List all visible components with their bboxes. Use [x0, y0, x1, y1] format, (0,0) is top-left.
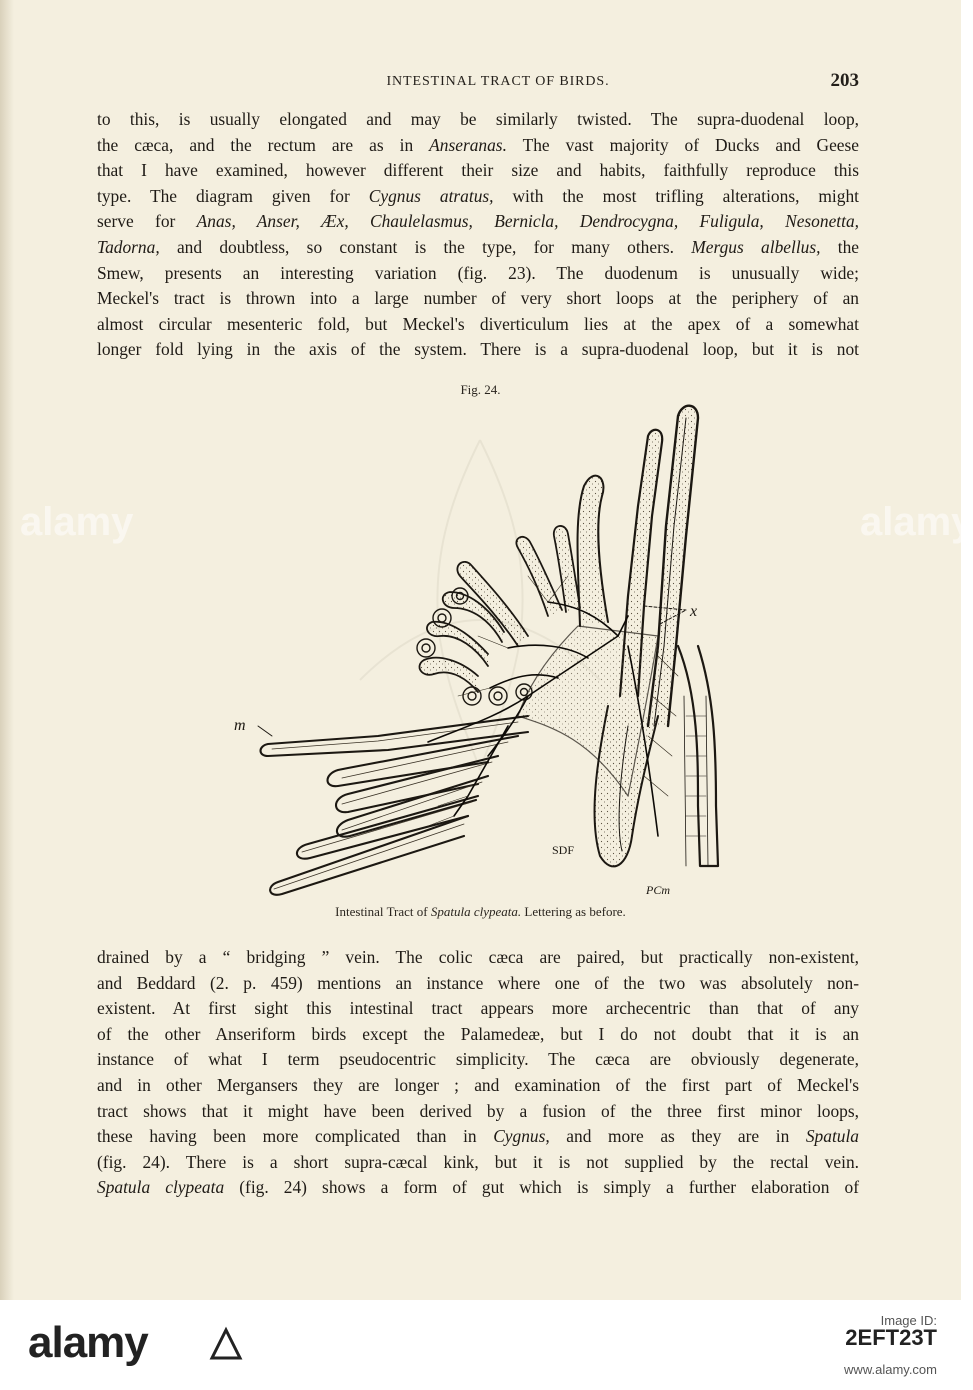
text-line — [97, 312, 859, 338]
text-run: Meckel's tract is thrown into a large number of very short loops at the periphery of an — [97, 288, 859, 309]
text-run: tract shows that it might have been derived by a fusion of the three first minor loops, — [97, 1100, 859, 1121]
text-run: drained by a “ bridging ” vein. The colic cæca are paired, but practically non-existent, — [97, 947, 859, 967]
label-artist-initials: PCm — [646, 883, 670, 897]
italic-run: Tadorna, — [97, 236, 160, 257]
running-head — [97, 68, 859, 94]
text-line — [97, 971, 859, 997]
text-line — [97, 996, 859, 1022]
text-line — [97, 209, 859, 235]
text-line — [97, 184, 859, 210]
supra-duodenal-fold — [578, 476, 609, 626]
text-run: these having been more complicated than in — [97, 1126, 494, 1147]
watermark-text-left: alamy — [20, 500, 134, 544]
text-line — [97, 1073, 859, 1099]
text-run: the — [820, 236, 859, 257]
watermark-text-right: alamy — [860, 500, 973, 544]
text-run: instance of what I term pseudocentric simplicity. The cæca are obviously degenerate, — [97, 1049, 859, 1070]
text-run: (fig. 24). There is a short supra-cæcal kink, but it is not supplied by the rectal vein. — [97, 1151, 859, 1172]
text-line — [97, 1099, 859, 1125]
text-run: type. The diagram given for — [97, 185, 369, 206]
paragraph-top — [97, 107, 859, 363]
supra-duodenal-loop — [595, 706, 658, 866]
intestinal-tract-illustration — [228, 396, 740, 904]
label-x: x — [690, 603, 698, 620]
brand-logo-text: alamy — [28, 1318, 148, 1367]
running-title: INTESTINAL TRACT OF BIRDS. — [386, 74, 610, 89]
page-gutter-shadow — [0, 0, 14, 1300]
brand-logo-icon — [206, 1324, 246, 1364]
paragraph-bottom — [97, 945, 859, 1201]
caption-text: Lettering as before. — [521, 904, 626, 919]
text-run: and in other Mergansers they are longer ; and examination of the first part of Meckel's — [97, 1074, 859, 1095]
text-run: Smew, presents an interesting variation (fig. 23). The duodenum is unusually wide; — [97, 262, 859, 283]
text-run: and more as they are in — [549, 1126, 806, 1147]
image-id-value: 2EFT23T — [845, 1325, 937, 1350]
text-line — [97, 158, 859, 184]
text-line — [97, 337, 859, 363]
caption-species: Spatula clypeata. — [430, 904, 522, 919]
text-line — [97, 1150, 859, 1176]
figure-caption — [0, 904, 961, 920]
text-run: longer fold lying in the axis of the system. There is a supra-duodenal loop, but it is not — [97, 339, 859, 360]
image-id-block — [845, 1312, 937, 1350]
italic-run: Anseranas. — [429, 134, 507, 155]
text-run: of the other Anseriform birds except the Palamedeæ, but I do not doubt that it is an — [97, 1023, 859, 1044]
italic-run: Mergus albellus, — [691, 236, 821, 257]
stock-site-url[interactable]: www.alamy.com — [844, 1362, 937, 1377]
text-line — [97, 235, 859, 261]
text-run: almost circular mesenteric fold, but Meckel's diverticulum lies at the apex of a somewhat — [97, 313, 859, 334]
text-run: with the most trifling alterations, might — [493, 185, 859, 206]
page-number: 203 — [830, 70, 859, 91]
text-run: that I have examined, however different their size and habits, faithfully reproduce this — [97, 160, 859, 181]
text-run: the cæca, and the rectum are as in — [97, 134, 430, 155]
italic-run: Cygnus atratus, — [368, 185, 494, 206]
text-line — [97, 133, 859, 159]
text-line — [97, 1047, 859, 1073]
text-run: existent. At first sight this intestinal tract appears more archecentric than that of any — [97, 998, 859, 1019]
text-line — [97, 261, 859, 287]
text-line — [97, 286, 859, 312]
figure-label: Fig. 24. — [460, 382, 501, 397]
text-run: and doubtless, so constant is the type, for many others. — [159, 236, 692, 257]
text-run: and Beddard (2. p. 459) mentions an instance where one of the two was absolutely non- — [97, 972, 859, 993]
text-line — [97, 1175, 859, 1201]
text-run: The vast majority of Ducks and Geese — [506, 134, 860, 155]
lower-loop-1 — [261, 716, 529, 756]
italic-run: Cygnus, — [493, 1126, 550, 1147]
text-line — [97, 107, 859, 133]
text-line — [97, 1022, 859, 1048]
caption-text: Intestinal Tract of — [335, 904, 431, 919]
text-run: (fig. 24) shows a form of gut which is simply a further elaboration of — [224, 1177, 859, 1198]
image-id-label: Image ID: — [880, 1313, 937, 1328]
italic-run: Anas, Anser, Æx, Chaulelasmus, Bernicla, Dendrocygna, Fuligula, Nesonetta, — [196, 211, 860, 232]
label-m: m — [234, 717, 246, 734]
text-run: serve for — [97, 211, 197, 232]
italic-run: Spatula — [805, 1126, 859, 1147]
italic-run: Spatula clypeata — [97, 1177, 225, 1198]
label-sdf: SDF — [552, 843, 575, 857]
text-line — [97, 945, 859, 971]
text-run: to this, is usually elongated and may be similarly twisted. The supra-duodenal loop, — [97, 109, 859, 129]
text-line — [97, 1124, 859, 1150]
